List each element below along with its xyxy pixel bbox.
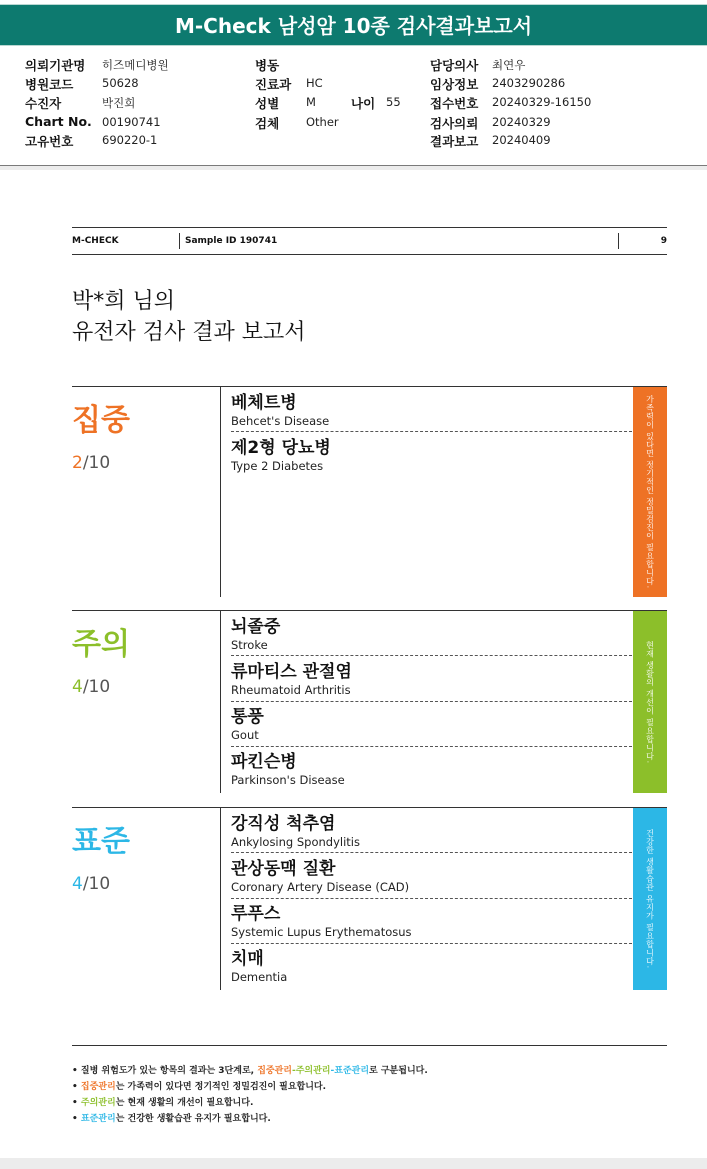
dotted-separator (231, 655, 632, 656)
notes-divider (72, 1045, 667, 1046)
value-unique-number: 690220-1 (102, 133, 158, 147)
page-header-divider (618, 233, 619, 249)
section-divider (220, 611, 221, 793)
section-divider (220, 387, 221, 597)
disease-item: 관상동맥 질환 Coronary Artery Disease (CAD) (231, 859, 410, 894)
label-chart-no: Chart No. (25, 114, 92, 129)
label-department: 진료과 (255, 77, 292, 92)
report-heading-line-2: 유전자 검사 결과 보고서 (72, 320, 306, 345)
value-result-report: 20240409 (492, 133, 551, 147)
disease-item: 제2형 당뇨병 Type 2 Diabetes (231, 438, 331, 473)
label-age: 나이 (351, 96, 376, 111)
disease-item: 통풍 Gout (231, 707, 264, 742)
label-receipt-number: 접수번호 (430, 96, 479, 111)
patient-info-header (0, 47, 707, 166)
disease-item: 루푸스 Systemic Lupus Erythematosus (231, 904, 412, 939)
note-2: • 집중관리는 가족력이 있다면 정기적인 정밀검진이 필요합니다. (72, 1082, 327, 1092)
report-title-bar (0, 4, 707, 46)
note-3: • 주의관리는 현재 생활의 개선이 필요합니다. (72, 1098, 254, 1108)
section-divider (220, 808, 221, 990)
label-hospital-code: 병원코드 (25, 77, 74, 92)
category-name: 주의 (72, 627, 130, 662)
label-unique-number: 고유번호 (25, 134, 74, 149)
dotted-separator (231, 746, 632, 747)
dotted-separator (231, 852, 632, 853)
note-4: • 표준관리는 건강한 생활습관 유지가 필요합니다. (72, 1114, 271, 1124)
dotted-separator (231, 431, 632, 432)
category-name: 집중 (72, 403, 130, 438)
dotted-separator (231, 943, 632, 944)
label-result-report: 결과보고 (430, 134, 479, 149)
section-caution (72, 610, 667, 793)
value-hospital-code: 50628 (102, 76, 139, 90)
disease-item: 치매 Dementia (231, 949, 288, 984)
page-header-sample-id: Sample ID 190741 (185, 236, 278, 246)
value-doctor: 최연우 (492, 58, 526, 72)
disease-item: 강직성 척추염 Ankylosing Spondylitis (231, 814, 360, 849)
page-number: 9 (660, 236, 667, 246)
section-standard (72, 807, 667, 990)
label-ward: 병동 (255, 58, 280, 73)
page-header-brand: M-CHECK (72, 236, 119, 246)
dotted-separator (231, 898, 632, 899)
label-sex: 성별 (255, 96, 280, 111)
value-test-request: 20240329 (492, 115, 551, 129)
label-clinical-info: 임상정보 (430, 77, 479, 92)
value-sex: M (306, 95, 316, 109)
disease-item: 베체트병 Behcet's Disease (231, 393, 330, 428)
label-patient-name: 수진자 (25, 96, 62, 111)
label-test-request: 검사의뢰 (430, 116, 479, 131)
side-note-bar: 현재 생활의 개선이 필요합니다. (633, 611, 667, 793)
section-focus (72, 386, 667, 597)
value-chart-no: 00190741 (102, 115, 161, 129)
value-specimen: Other (306, 115, 339, 129)
label-requesting-institution: 의뢰기관명 (25, 58, 86, 73)
value-requesting-institution: 히즈메디병원 (102, 58, 169, 72)
report-heading (72, 286, 306, 348)
disease-item: 파킨슨병 Parkinson's Disease (231, 752, 345, 787)
disease-item: 뇌졸중 Stroke (231, 617, 281, 652)
value-clinical-info: 2403290286 (492, 76, 566, 90)
report-title: M-Check 남성암 10종 검사결과보고서 (174, 14, 533, 38)
category-count: 2/10 (72, 453, 111, 473)
dotted-separator (231, 701, 632, 702)
page-gap-bottom (0, 1158, 707, 1169)
side-note-bar: 건강한 생활습관 유지가 필요합니다. (633, 808, 667, 990)
note-1: • 질병 위험도가 있는 항목의 결과는 3단계로, 집중관리-주의관리-표준관리로 구분됩니다. (72, 1066, 428, 1076)
value-receipt-number: 20240329-16150 (492, 95, 592, 109)
label-specimen: 검체 (255, 116, 280, 131)
page-header (72, 227, 667, 255)
disease-item: 류마티스 관절염 Rheumatoid Arthritis (231, 662, 352, 697)
value-department: HC (306, 76, 323, 90)
report-heading-line-1: 박*희 님의 (72, 289, 176, 314)
page-gap (0, 166, 707, 170)
category-count: 4/10 (72, 677, 111, 697)
page-header-divider (179, 233, 180, 249)
category-count: 4/10 (72, 874, 111, 894)
category-name: 표준 (72, 824, 130, 859)
side-note-bar: 가족력이 있다면 정기적인 정밀검진이 필요합니다. (633, 387, 667, 597)
label-doctor: 담당의사 (430, 58, 479, 73)
value-patient-name: 박진희 (102, 96, 136, 110)
value-age: 55 (386, 95, 401, 109)
